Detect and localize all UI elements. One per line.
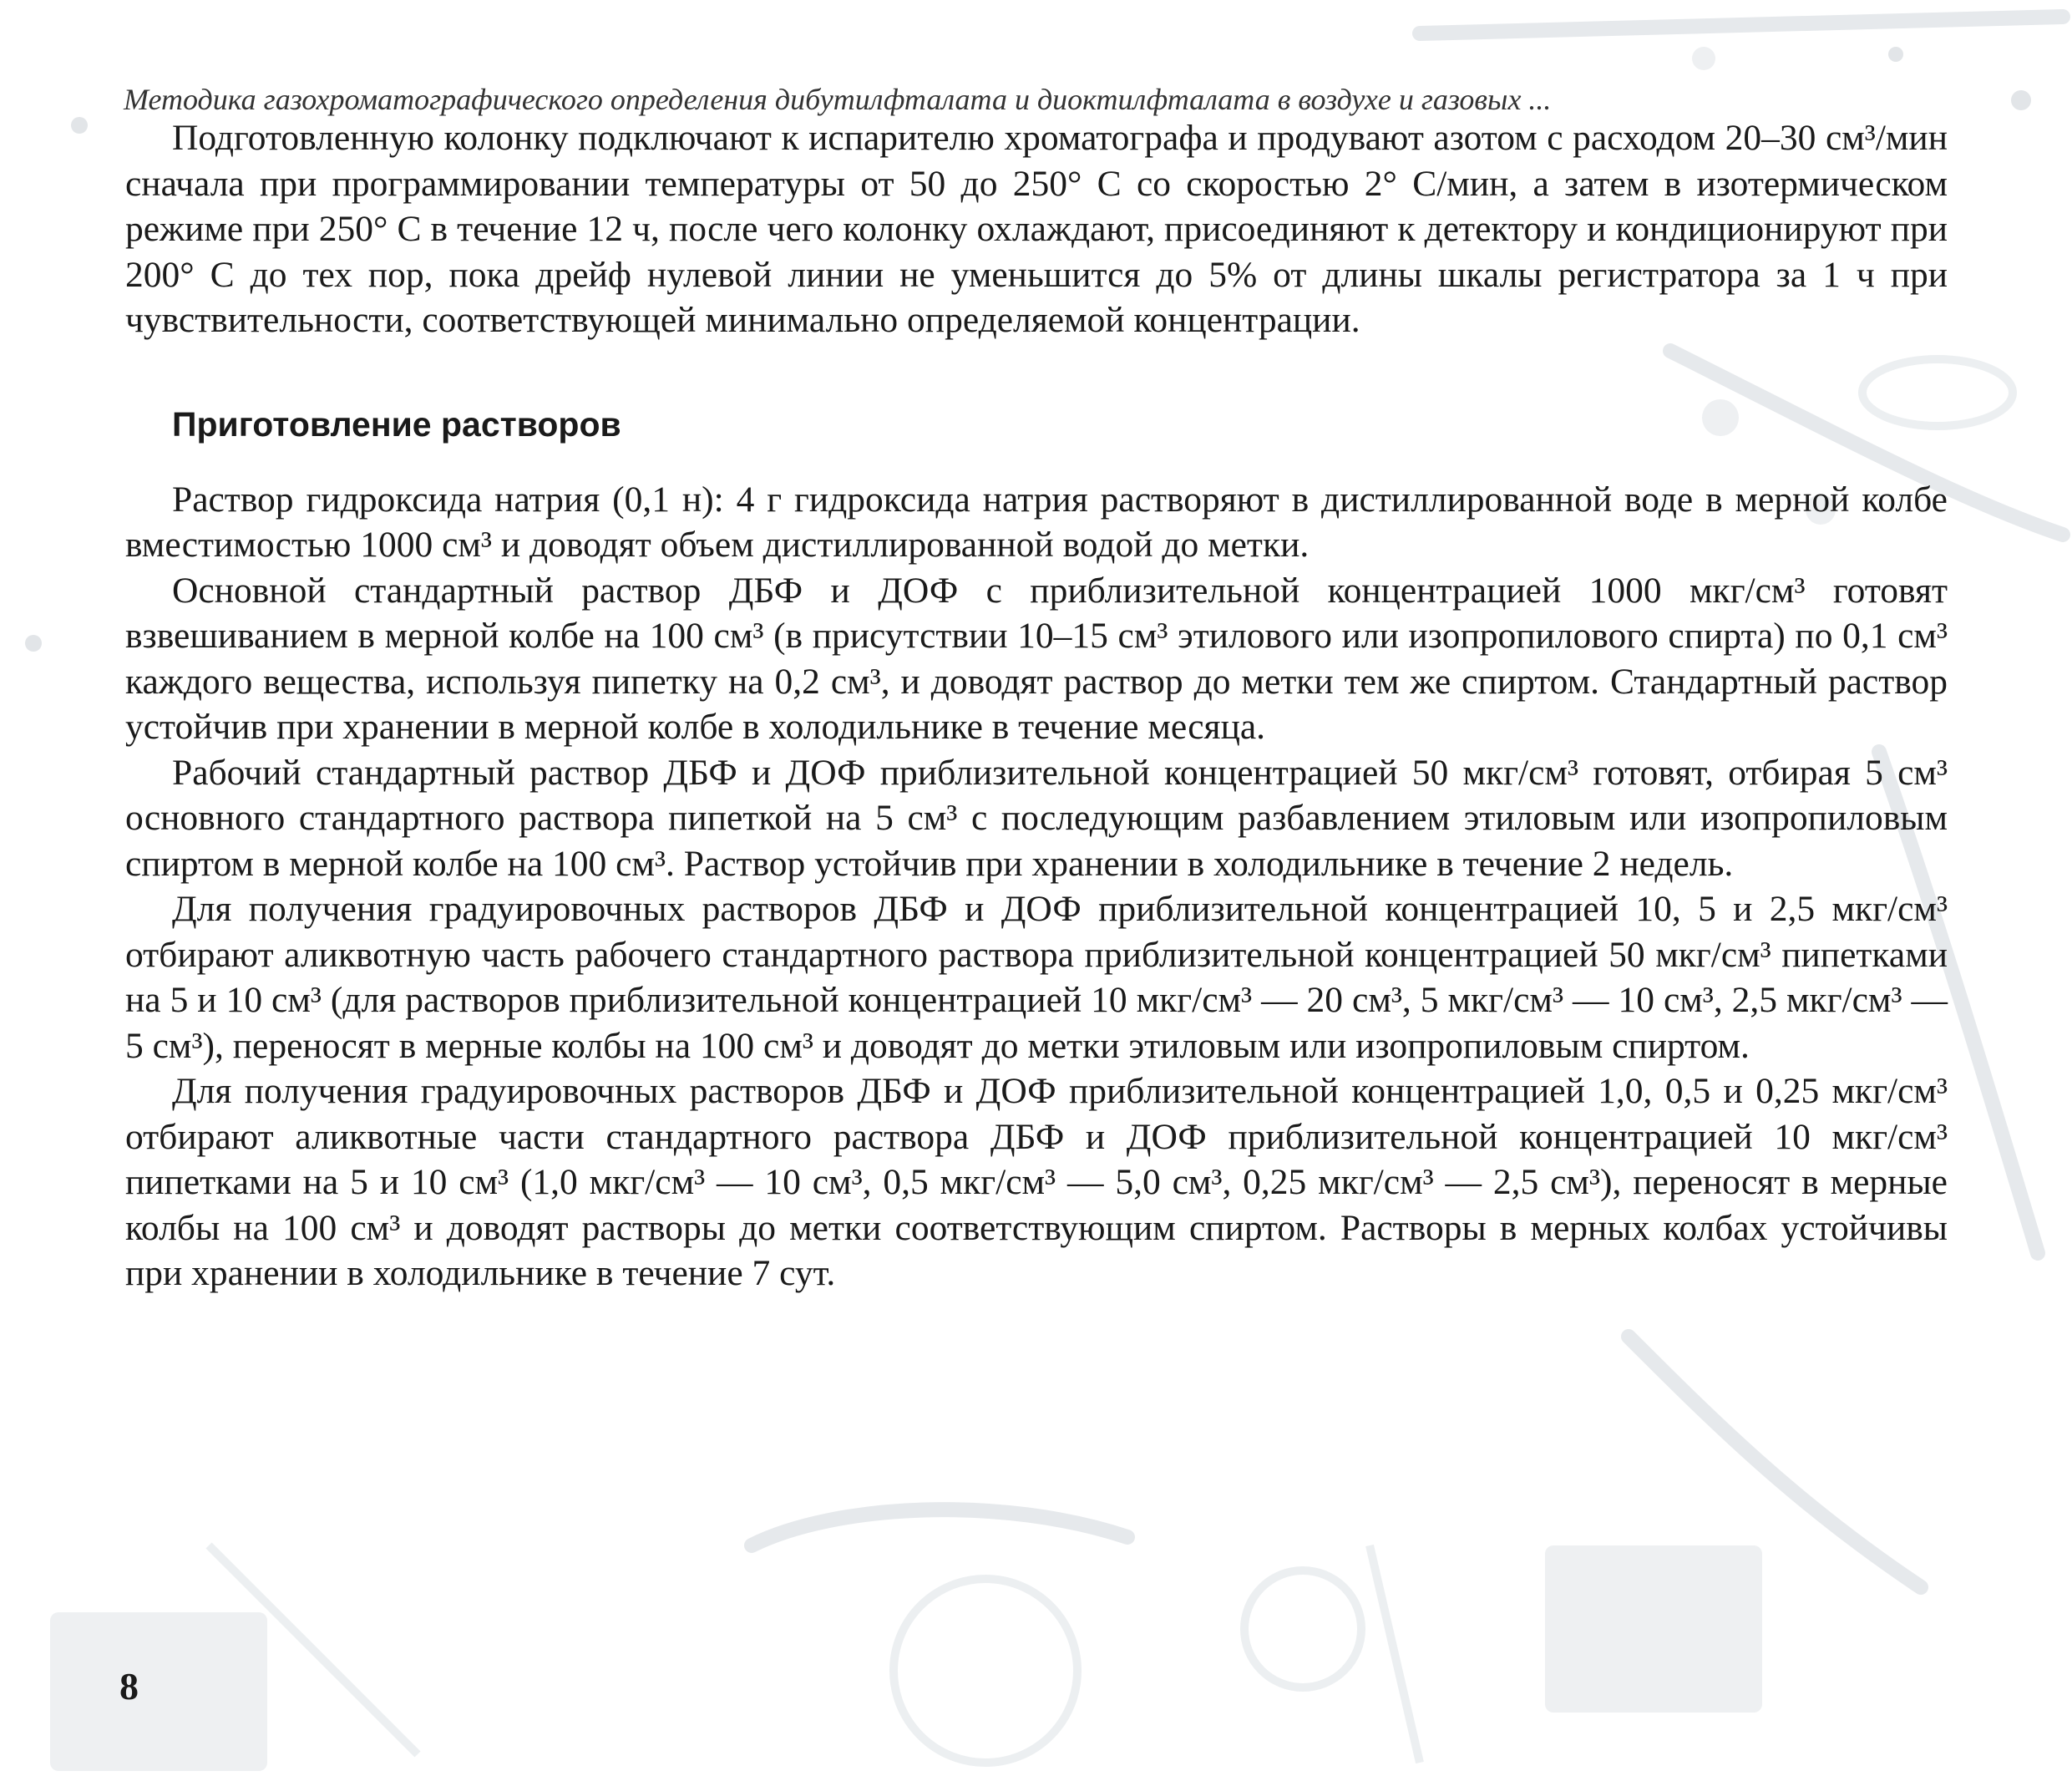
- paragraph-working-standard-solution: Рабочий стандартный раствор ДБФ и ДОФ приблизительной концентрацией 50 мкг/см³ готовят, отбирая 5 см³ основного стандартного раствора пипеткой на 5 см³ с последующим разбавлением этиловым или изопропиловым спиртом в мерной колбе на 100 см³. Раствор устойчив при хранении в холодильнике в течение 2 недель.: [125, 752, 1948, 884]
- running-head: Методика газохроматографического определения дибутилфталата и диоктилфталата в воздухе и газовых ...: [124, 83, 1552, 116]
- section-heading: Приготовление растворов: [172, 404, 621, 444]
- body-text: [125, 115, 1948, 1296]
- paragraph-calibration-solutions-1: Для получения градуировочных растворов ДБФ и ДОФ приблизительной концентрацией 10, 5 и 2,5 мкг/см³ отбирают аликвотную часть рабочего стандартного раствора приблизительной концентрацией 50 мкг/см³ пипетками на 5 и 10 см³ (для растворов приблизительной концентрацией 10 мкг/см³ — 20 см³, 5 мкг/см³ — 10 см³, 2,5 мкг/см³ — 5 см³), переносят в мерные колбы на 100 см³ и доводят до метки этиловым или изопропиловым спиртом.: [125, 889, 1948, 1066]
- paragraph-main-standard-solution: Основной стандартный раствор ДБФ и ДОФ с приблизительной концентрацией 1000 мкг/см³ готовят взвешиванием в мерной колбе на 100 см³ (в присутствии 10–15 см³ этилового или изопропилового спирта) по 0,1 см³ каждого вещества, используя пипетку на 0,2 см³, и доводят раствор до метки тем же спиртом. Стандартный раствор устойчив при хранении в мерной колбе в холодильнике в течение месяца.: [125, 570, 1948, 747]
- paragraph-column-conditioning: Подготовленную колонку подключают к испарителю хроматографа и продувают азотом с расходом 20–30 см³/мин сначала при программировании температуры от 50 до 250° С со скоростью 2° С/мин, а затем в изотермическом режиме при 250° С в течение 12 ч, после чего колонку охлаждают, присоединяют к детектору и кондиционируют при 200° С до тех пор, пока дрейф нулевой линии не уменьшится до 5% от длины шкалы регистратора за 1 ч при чувствительности, соответствующей минимально определяемой концентрации.: [125, 118, 1948, 340]
- paragraph-calibration-solutions-2: Для получения градуировочных растворов ДБФ и ДОФ приблизительной концентрацией 1,0, 0,5 и 0,25 мкг/см³ отбирают аликвотные части стандартного раствора ДБФ и ДОФ приблизительной концентрацией 10 мкг/см³ пипетками на 5 и 10 см³ (1,0 мкг/см³ — 10 см³, 0,5 мкг/см³ — 5,0 см³, 0,25 мкг/см³ — 2,5 см³), переносят в мерные колбы на 100 см³ и доводят растворы до метки соответствующим спиртом. Растворы в мерных колбах устойчивы при хранении в холодильнике в течение 7 сут.: [125, 1071, 1948, 1293]
- paragraph-sodium-hydroxide: Раствор гидроксида натрия (0,1 н): 4 г гидроксида натрия растворяют в дистиллированной воде в мерной колбе вместимостью 1000 см³ и доводят объем дистиллированной водой до метки.: [125, 479, 1948, 565]
- page-number: 8: [119, 1665, 139, 1707]
